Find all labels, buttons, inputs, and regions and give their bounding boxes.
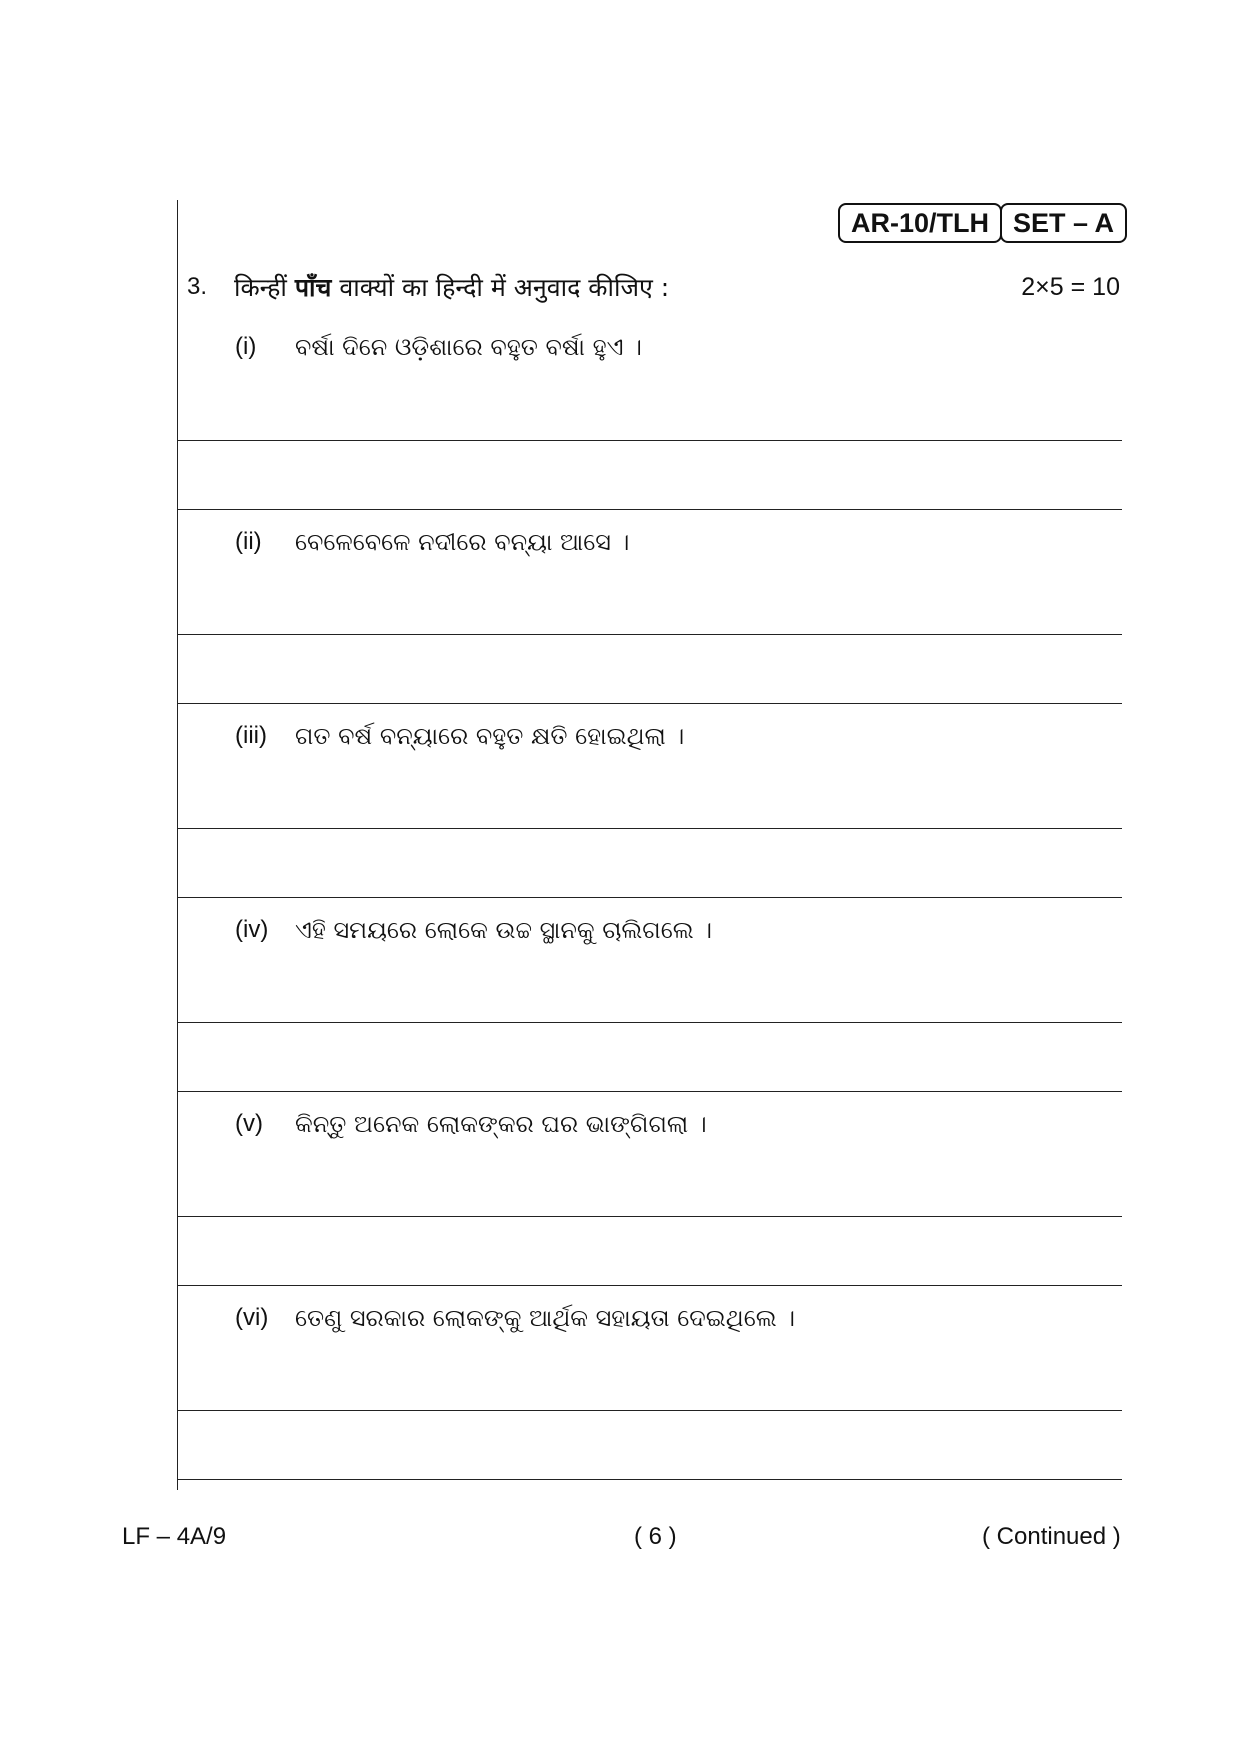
question-item [235, 1304, 795, 1332]
answer-line [178, 509, 1122, 510]
question-item [235, 333, 642, 361]
item-text: ବର୍ଷା ଦିନେ ଓଡ଼ିଶାରେ ବହୁତ ବର୍ଷା ହୁଏ । [295, 333, 642, 361]
answer-line [178, 897, 1122, 898]
left-margin-line [177, 200, 178, 1490]
answer-line [178, 1022, 1122, 1023]
item-number: (ii) [235, 528, 262, 555]
question-item [235, 916, 712, 944]
instruction-text-start: किन्हीं [234, 273, 295, 302]
item-text: ଏହି ସମୟରେ ଲୋକେ ଉଚ୍ଚ ସ୍ଥାନକୁ ଚାଲିଗଲେ । [295, 916, 713, 944]
question-marks: 2×5 = 10 [1021, 273, 1120, 301]
answer-line [178, 1216, 1122, 1217]
answer-line [178, 440, 1122, 441]
answer-line [178, 703, 1122, 704]
item-number: (vi) [235, 1304, 269, 1331]
question-instruction [234, 270, 669, 304]
footer-code: LF – 4A/9 [122, 1523, 227, 1550]
continued-label: ( Continued ) [982, 1523, 1121, 1550]
instruction-bold-word: पाँच [294, 273, 332, 302]
paper-code-badge: AR-10/TLH [838, 203, 1002, 243]
question-number: 3. [187, 273, 208, 300]
set-label-badge: SET – A [1000, 203, 1127, 243]
page-number: ( 6 ) [634, 1523, 677, 1550]
question-item [235, 528, 629, 556]
item-number: (iii) [235, 722, 267, 749]
answer-line [178, 1479, 1122, 1480]
answer-line [178, 1285, 1122, 1286]
question-item [235, 722, 684, 750]
item-text: ତେଣୁ ସରକାର ଲୋକଙ୍କୁ ଆର୍ଥିକ ସହାୟତା ଦେଇଥିଲେ । [295, 1304, 796, 1332]
item-text: କିନ୍ତୁ ଅନେକ ଲୋକଙ୍କର ଘର ଭାଙ୍ଗିଗଲା । [295, 1110, 707, 1138]
answer-line [178, 1410, 1122, 1411]
item-number: (iv) [235, 916, 269, 943]
instruction-text-end: वाक्यों का हिन्दी में अनुवाद कीजिए : [331, 273, 670, 302]
item-number: (v) [235, 1110, 263, 1137]
item-text: ବେଳେବେଳେ ନଦୀରେ ବନ୍ୟା ଆସେ । [295, 528, 630, 556]
item-text: ଗତ ବର୍ଷ ବନ୍ୟାରେ ବହୁତ କ୍ଷତି ହୋଇଥିଲା । [295, 722, 685, 750]
answer-line [178, 634, 1122, 635]
answer-line [178, 828, 1122, 829]
question-item [235, 1110, 707, 1138]
answer-line [178, 1091, 1122, 1092]
item-number: (i) [235, 333, 257, 360]
